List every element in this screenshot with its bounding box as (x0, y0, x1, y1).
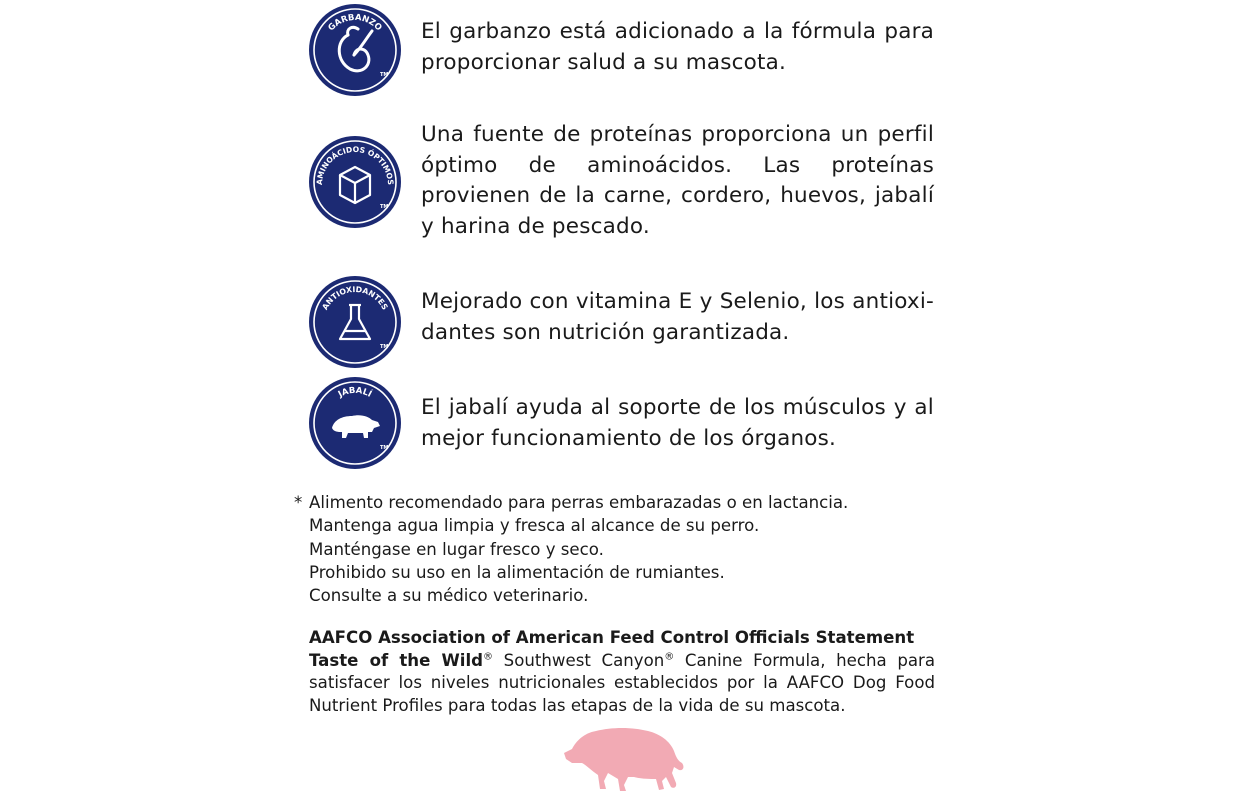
statement-heading: AAFCO Association of American Feed Control Officials Statement (309, 628, 915, 647)
registered-mark: ® (664, 651, 675, 663)
note-line: Mantenga agua limpia y fresca al alcance de su perro. (309, 516, 760, 536)
antioxidantes-badge (308, 275, 402, 369)
jabali-badge (308, 376, 402, 470)
jabali-badge-label: JABALÍ (336, 385, 374, 400)
asterisk: * (294, 493, 303, 512)
registered-mark: ® (483, 651, 494, 663)
trademark: TM (380, 204, 389, 210)
trademark: TM (380, 344, 389, 350)
feature-text: Una fuente de proteínas proporciona un perfil óptimo de aminoácidos. Las proteínas provienen de la carne, cordero, huevos, jabalí y harina de pescado. (421, 122, 934, 239)
garbanzo-badge-label: GARBANZO (326, 12, 384, 34)
boar-silhouette-icon (562, 723, 686, 797)
garbanzo-badge (308, 3, 402, 97)
statement-body: Canine Formula, hecha para satisfacer los niveles nutricionales establecidos por la AAFCO Dog Food Nutrient Profiles para todas las etapas de la vida de su mascota. (309, 650, 936, 716)
feeding-notes (294, 491, 934, 607)
note-line: Consulte a su médico veterinario. (309, 586, 589, 606)
note-line: Prohibido su uso en la alimentación de rumiantes. (309, 562, 725, 582)
note-line: Alimento recomendado para perras embarazadas o en lactancia. (309, 493, 849, 512)
aminoacidos-badge (308, 135, 402, 229)
aafco-statement (309, 627, 935, 718)
feature-text: Mejorado con vitamina E y Selenio, los antioxi-dantes son nutrición garantizada. (421, 289, 934, 345)
product-name: Southwest Canyon (493, 650, 665, 670)
brand-name: Taste of the Wild (309, 650, 484, 670)
antioxidantes-badge-label: ANTIOXIDANTES (320, 284, 390, 312)
note-line: Manténgase en lugar fresco y seco. (309, 539, 604, 559)
aminoacidos-badge-label: AMINOÁCIDOS ÓPTIMOS (314, 144, 396, 186)
feature-text: El jabalí ayuda al soporte de los músculos y al mejor funcionamiento de los órganos. (421, 395, 934, 451)
trademark: TM (380, 445, 389, 451)
feature-text: El garbanzo está adicionado a la fórmula para proporcionar salud a su mascota. (421, 19, 934, 75)
trademark: TM (380, 72, 389, 78)
